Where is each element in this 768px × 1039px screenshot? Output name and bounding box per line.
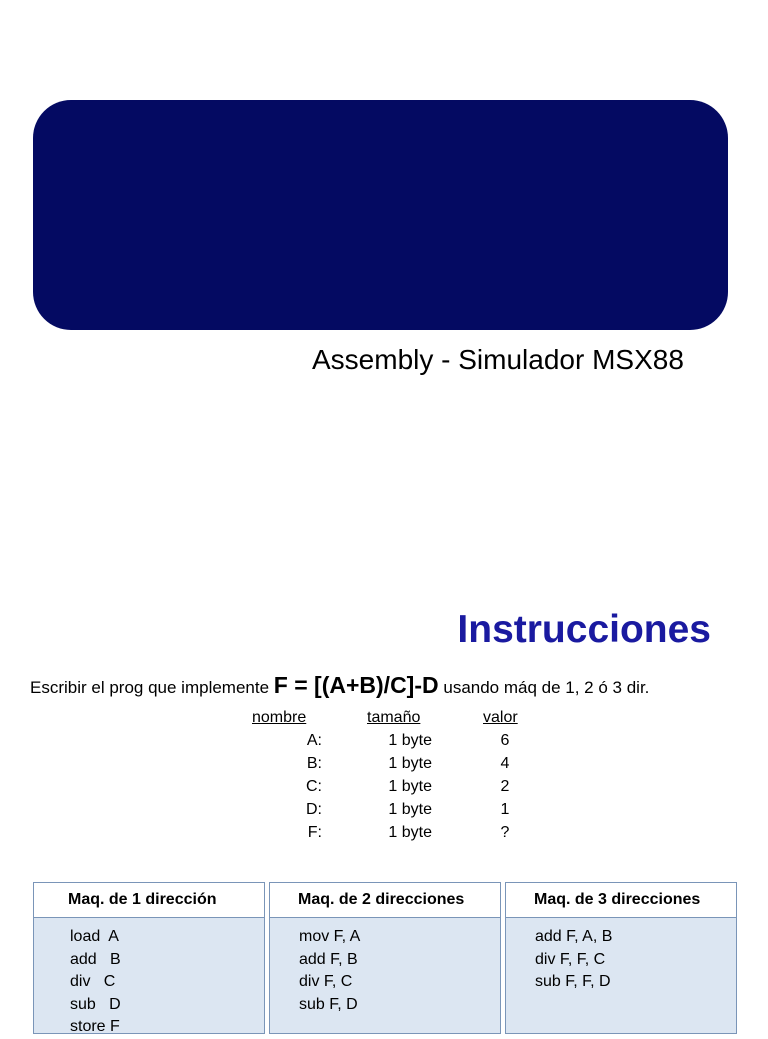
col-header-size: tamaño — [367, 709, 421, 726]
var-name: C: — [306, 778, 322, 795]
var-name: F: — [307, 824, 322, 841]
col-header-value: valor — [483, 709, 518, 726]
code-line: add B — [70, 950, 121, 968]
variable-row — [252, 755, 552, 777]
one-address-machine-panel — [33, 882, 265, 1034]
title-banner — [33, 100, 728, 330]
panel-title: Maq. de 3 direcciones — [506, 883, 736, 918]
panel-title: Maq. de 2 direcciones — [270, 883, 500, 918]
code-line: div C — [70, 973, 116, 990]
code-line: div F, F, C — [535, 950, 606, 968]
task-suffix: usando máq de 1, 2 ó 3 dir. — [443, 678, 650, 697]
var-value: 2 — [500, 778, 510, 795]
code-list — [506, 918, 736, 994]
section-heading: Instrucciones — [457, 608, 711, 651]
code-line: add F, B — [299, 950, 358, 968]
variable-row — [252, 732, 552, 754]
var-value: 6 — [500, 732, 510, 749]
var-name: B: — [306, 755, 322, 772]
code-list — [34, 918, 264, 1039]
col-header-name: nombre — [252, 709, 307, 726]
var-name: D: — [306, 801, 322, 818]
code-line: div F, C — [299, 973, 353, 990]
var-value: 1 — [500, 801, 510, 818]
var-size: 1 byte — [388, 778, 432, 795]
two-address-machine-panel — [269, 882, 501, 1034]
code-line: sub F, D — [299, 995, 358, 1013]
var-value: 4 — [500, 755, 510, 772]
var-size: 1 byte — [388, 801, 432, 818]
variable-row — [252, 801, 552, 823]
panel-title: Maq. de 1 dirección — [34, 883, 264, 918]
task-prefix: Escribir el prog que implemente — [30, 678, 270, 697]
task-statement — [30, 672, 649, 699]
code-line: mov F, A — [299, 928, 361, 945]
code-line: load A — [70, 928, 119, 945]
variable-row — [252, 824, 552, 846]
var-value: ? — [500, 824, 510, 841]
var-name: A: — [306, 732, 322, 749]
var-size: 1 byte — [388, 755, 432, 772]
task-formula: F = [(A+B)/C]-D — [273, 672, 439, 698]
code-line: sub F, F, D — [535, 973, 611, 990]
code-line: sub D — [70, 995, 121, 1013]
code-line: add F, A, B — [535, 928, 613, 945]
three-address-machine-panel — [505, 882, 737, 1034]
slide-subtitle: Assembly - Simulador MSX88 — [312, 344, 684, 375]
var-size: 1 byte — [388, 824, 432, 841]
code-line: store F — [70, 1018, 120, 1035]
var-size: 1 byte — [388, 732, 432, 749]
variable-row — [252, 778, 552, 800]
code-list — [270, 918, 500, 1016]
